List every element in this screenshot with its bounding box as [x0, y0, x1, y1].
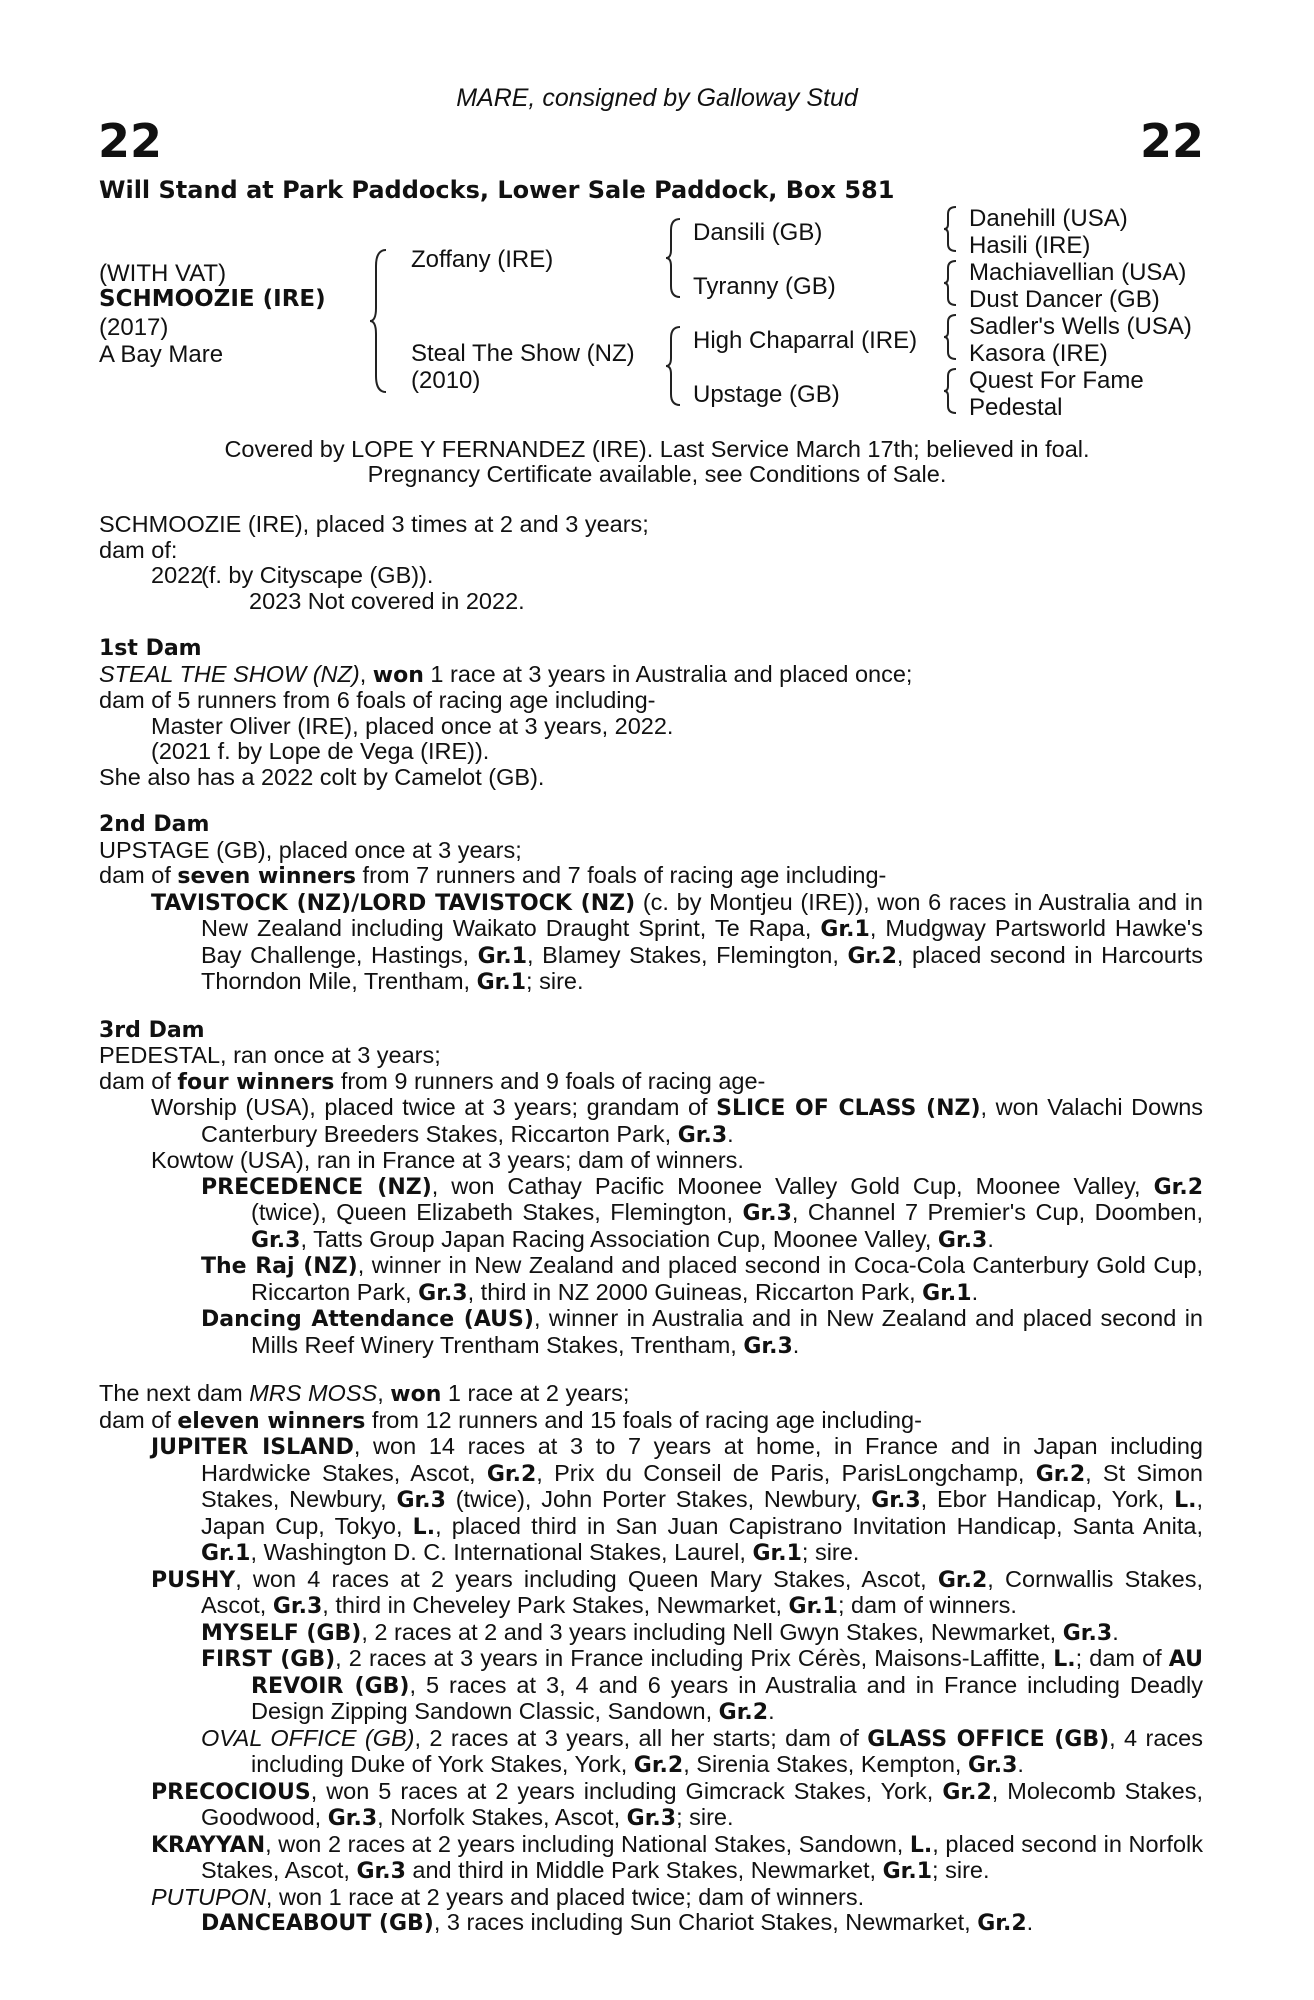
pedigree-brace-large: [368, 246, 392, 396]
gen4-1: Danehill (USA): [969, 205, 1128, 232]
jupiter-island-entry: JUPITER ISLAND, won 14 races at 3 to 7 years at home, in France and in Japan including Hardwicke Stakes, Ascot, Gr.2, Prix du Conseil de Paris, ParisLongchamp, Gr.2, St Simon Stakes, Newbury, Gr.3 (twice), John Porter Stakes, Newbury, Gr.3, Ebor Handicap, York, L., Japan Cup, Tokyo, L., placed third in San Juan Capistrano Invitation Handicap, Santa Anita, Gr.1, Washington D. C. International Stakes, Laurel, Gr.1; sire.: [151, 1433, 1204, 1566]
mare-dam-of: dam of:: [99, 536, 178, 563]
next-dam-record: The next dam MRS MOSS, won 1 race at 2 years;: [99, 1380, 630, 1407]
foal-year: 2022: [151, 562, 204, 588]
danceabout-entry: DANCEABOUT (GB), 3 races including Sun Chariot Stakes, Newmarket, Gr.2.: [201, 1909, 1034, 1936]
dancing-attendance-entry: Dancing Attendance (AUS), winner in Australia and in New Zealand and placed second in Mills Reef Winery Trentham Stakes, Trentham, Gr.3.: [201, 1305, 1204, 1359]
next-dam-produce: dam of eleven winners from 12 runners and 15 foals of racing age including-: [99, 1406, 922, 1434]
foal-entry: [99, 563, 1203, 589]
oval-office-entry: OVAL OFFICE (GB), 2 races at 3 years, all her starts; dam of GLASS OFFICE (GB), 4 races including Duke of York Stakes, York, Gr.2, Sirenia Stakes, Kempton, Gr.3.: [201, 1724, 1203, 1778]
first-dam-foal-2: (2021 f. by Lope de Vega (IRE)).: [151, 738, 490, 764]
dam-year: (2010): [411, 367, 481, 394]
lot-number-left: 22: [98, 114, 163, 168]
sire-brace: [664, 216, 684, 300]
covered-line-1: Covered by LOPE Y FERNANDEZ (IRE). Last Service March 17th; believed in foal.: [224, 436, 1090, 462]
myself-entry: MYSELF (GB), 2 races at 2 and 3 years including Nell Gwyn Stakes, Newmarket, Gr.3.: [201, 1618, 1119, 1646]
gen4-7: Quest For Fame: [969, 367, 1144, 394]
consignor-line: MARE, consigned by Galloway Stud: [456, 84, 858, 112]
second-dam-heading: 2nd Dam: [99, 812, 210, 837]
foal-note: 2023 Not covered in 2022.: [249, 587, 525, 614]
gen4-3: Machiavellian (USA): [969, 259, 1187, 286]
precedence-entry: PRECEDENCE (NZ), won Cathay Pacific Moonee Valley Gold Cup, Moonee Valley, Gr.2 (twice), Queen Elizabeth Stakes, Flemington, Gr.3, Channel 7 Premier's Cup, Doomben, Gr.3, Tatts Group Japan Racing Association Cup, Moonee Valley, Gr.3.: [201, 1172, 1203, 1253]
covered-line-2: Pregnancy Certificate available, see Conditions of Sale.: [367, 461, 947, 487]
catalogue-body: [99, 512, 1203, 1937]
kowtow-entry: Kowtow (USA), ran in France at 3 years; dam of winners.: [151, 1147, 744, 1173]
brace-g4-2: [942, 258, 960, 308]
tavistock-entry: TAVISTOCK (NZ)/LORD TAVISTOCK (NZ) (c. by Montjeu (IRE)), won 6 races in Australia and in New Zealand including Waikato Draught Sprint, Te Rapa, Gr.1, Mudgway Partsworld Hawke's Bay Challenge, Hastings, Gr.1, Blamey Stakes, Flemington, Gr.2, placed second in Harcourts Thorndon Mile, Trentham, Gr.1; sire.: [151, 888, 1204, 995]
brace-g4-3: [942, 312, 960, 362]
mare-record: SCHMOOZIE (IRE), placed 3 times at 2 and 3 years;: [99, 511, 649, 537]
third-dam-produce: dam of four winners from 9 runners and 9 foals of racing age-: [99, 1067, 766, 1095]
pushy-entry: PUSHY, won 4 races at 2 years including Queen Mary Stakes, Ascot, Gr.2, Cornwallis Stakes, Ascot, Gr.3, third in Cheveley Park Stakes, Newmarket, Gr.1; dam of winners.: [151, 1565, 1203, 1619]
gen4-8: Pedestal: [969, 394, 1063, 421]
vat-label: (WITH VAT): [99, 260, 227, 287]
worship-entry: Worship (USA), placed twice at 3 years; grandam of SLICE OF CLASS (NZ), won Valachi Downs Canterbury Breeders Stakes, Riccarton Park, Gr.3.: [151, 1094, 1204, 1148]
dam-sire: High Chaparral (IRE): [693, 327, 918, 354]
first-dam-foal-1: Master Oliver (IRE), placed once at 3 years, 2022.: [151, 712, 674, 739]
first-dam-record: STEAL THE SHOW (NZ), won 1 race at 3 years in Australia and placed once;: [99, 660, 913, 688]
third-dam-record: PEDESTAL, ran once at 3 years;: [99, 1042, 441, 1068]
dam: Steal The Show (NZ): [411, 340, 635, 367]
first-dam-foal-3: She also has a 2022 colt by Camelot (GB).: [99, 763, 545, 790]
first-dam-produce: dam of 5 runners from 6 foals of racing age including-: [99, 687, 656, 713]
stand-location: Will Stand at Park Paddocks, Lower Sale Paddock, Box 581: [99, 176, 895, 204]
putupon-entry: PUTUPON, won 1 race at 2 years and placed twice; dam of winners.: [151, 1883, 865, 1910]
dam-brace: [664, 324, 684, 408]
lot-number-right: 22: [1139, 114, 1204, 168]
gen4-4: Dust Dancer (GB): [969, 286, 1160, 313]
first-dam-heading: 1st Dam: [99, 636, 202, 661]
gen4-2: Hasili (IRE): [969, 232, 1091, 259]
sire: Zoffany (IRE): [411, 246, 554, 273]
sire-sire: Dansili (GB): [693, 219, 823, 246]
krayyan-entry: KRAYYAN, won 2 races at 2 years including National Stakes, Sandown, L., placed second in Norfolk Stakes, Ascot, Gr.3 and third in Middle Park Stakes, Newmarket, Gr.1; sire.: [151, 1830, 1203, 1884]
precocious-entry: PRECOCIOUS, won 5 races at 2 years including Gimcrack Stakes, York, Gr.2, Molecomb Stakes, Goodwood, Gr.3, Norfolk Stakes, Ascot, Gr.3; sire.: [151, 1777, 1203, 1831]
horse-name: SCHMOOZIE (IRE): [99, 286, 326, 312]
the-raj-entry: The Raj (NZ), winner in New Zealand and placed second in Coca-Cola Canterbury Gold Cup, Riccarton Park, Gr.3, third in NZ 2000 Guineas, Riccarton Park, Gr.1.: [201, 1252, 1203, 1306]
gen4-5: Sadler's Wells (USA): [969, 313, 1192, 340]
horse-description: A Bay Mare: [99, 341, 224, 368]
first-entry: FIRST (GB), 2 races at 3 years in France including Prix Cérès, Maisons-Laffitte, L.; dam of AU REVOIR (GB), 5 races at 3, 4 and 6 years in Australia and in France including Deadly Design Zipping Sandown Classic, Sandown, Gr.2.: [201, 1645, 1203, 1725]
gen4-6: Kasora (IRE): [969, 340, 1108, 367]
brace-g4-1: [942, 204, 960, 254]
third-dam-heading: 3rd Dam: [99, 1017, 205, 1043]
brace-g4-4: [942, 366, 960, 416]
dam-dam: Upstage (GB): [693, 381, 840, 408]
horse-year: (2017): [99, 314, 169, 341]
second-dam-record: UPSTAGE (GB), placed once at 3 years;: [99, 836, 522, 863]
second-dam-produce: dam of seven winners from 7 runners and 7 foals of racing age including-: [99, 862, 887, 889]
foal-text: (f. by Cityscape (GB)).: [201, 562, 434, 588]
sire-dam: Tyranny (GB): [693, 273, 836, 300]
